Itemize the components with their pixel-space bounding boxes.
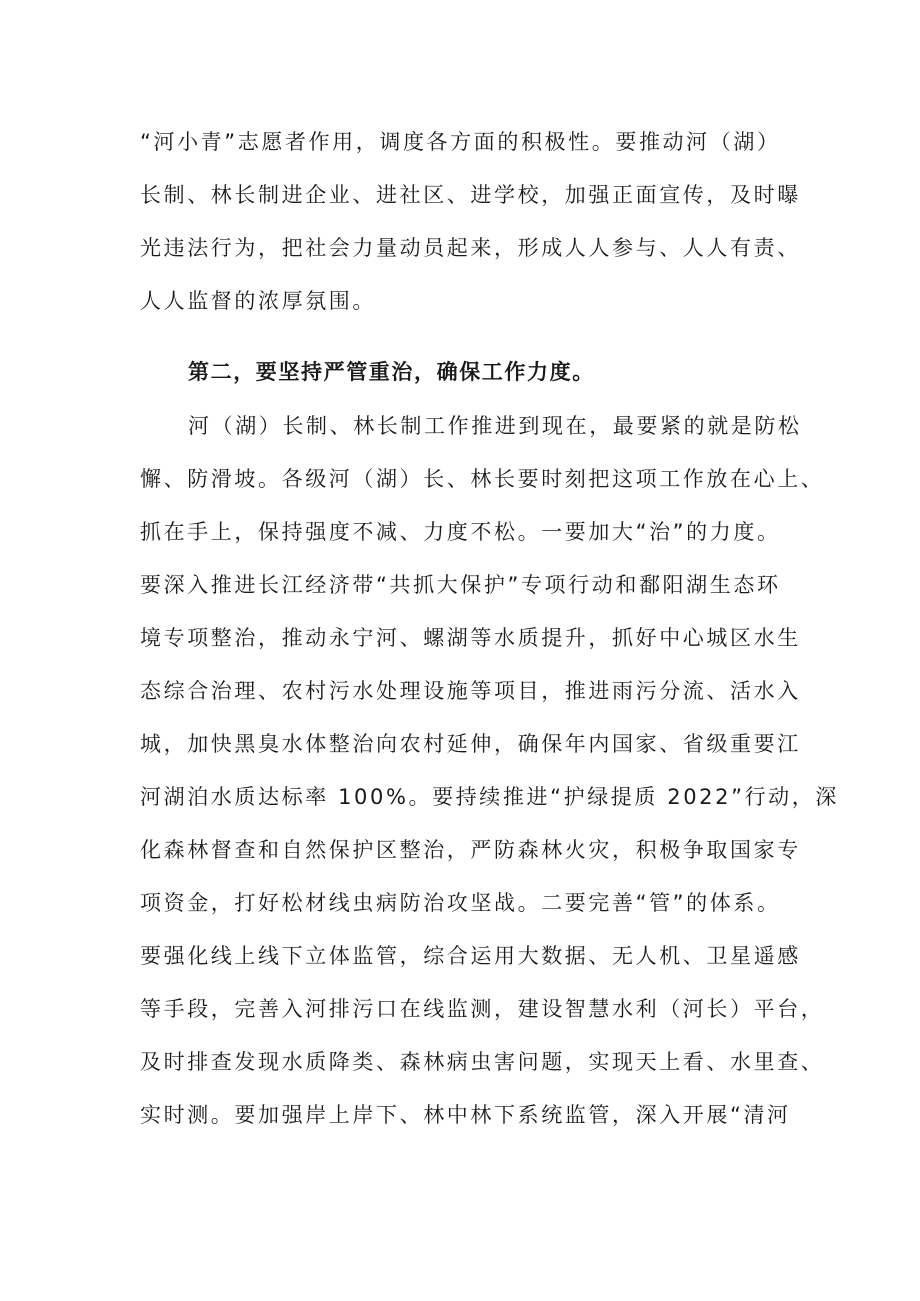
paragraph-2-line-14: 实时测。要加强岸上岸下、林中林下系统监管，深入开展“清河 <box>140 1103 791 1127</box>
paragraph-2-line-4: 要深入推进长江经济带“共抓大保护”专项行动和鄱阳湖生态环 <box>140 573 781 597</box>
paragraph-2-line-8: 河湖泊水质达标率 100%。要持续推进“护绿提质 2022”行动，深 <box>140 785 839 809</box>
paragraph-1-line-3: 光违法行为，把社会力量动员起来，形成人人参与、人人有责、 <box>140 236 801 260</box>
paragraph-2-line-6: 态综合治理、农村污水处理设施等项目，推进雨污分流、活水入 <box>140 679 801 703</box>
paragraph-2-line-12: 等手段，完善入河排污口在线监测，建设智慧水利（河长）平台， <box>140 997 825 1021</box>
paragraph-2-line-9: 化森林督查和自然保护区整治，严防森林火灾，积极争取国家专 <box>140 838 801 862</box>
paragraph-2-line-10: 项资金，打好松材线虫病防治攻坚战。二要完善“管”的体系。 <box>140 891 781 915</box>
paragraph-1-line-4: 人人监督的浓厚氛围。 <box>140 289 376 313</box>
paragraph-2-line-3: 抓在手上，保持强度不减、力度不松。一要加大“治”的力度。 <box>140 520 781 544</box>
paragraph-2-line-2: 懈、防滑坡。各级河（湖）长、林长要时刻把这项工作放在心上、 <box>140 467 825 491</box>
paragraph-1-line-2: 长制、林长制进企业、进社区、进学校，加强正面宣传，及时曝 <box>140 183 801 207</box>
paragraph-2-line-7: 城，加快黑臭水体整治向农村延伸，确保年内国家、省级重要江 <box>140 732 801 756</box>
paragraph-2-line-5: 境专项整治，推动永宁河、螺湖等水质提升，抓好中心城区水生 <box>140 626 801 650</box>
paragraph-2-line-1: 河（湖）长制、林长制工作推进到现在，最要紧的就是防松 <box>188 414 802 438</box>
paragraph-2-line-13: 及时排查发现水质降类、森林病虫害问题，实现天上看、水里查、 <box>140 1050 825 1074</box>
section-heading: 第二，要坚持严管重治，确保工作力度。 <box>188 360 595 384</box>
paragraph-1-line-1: “河小青”志愿者作用，调度各方面的积极性。要推动河（湖） <box>140 130 781 154</box>
paragraph-2-line-11: 要强化线上线下立体监管，综合运用大数据、无人机、卫星遥感 <box>140 944 801 968</box>
